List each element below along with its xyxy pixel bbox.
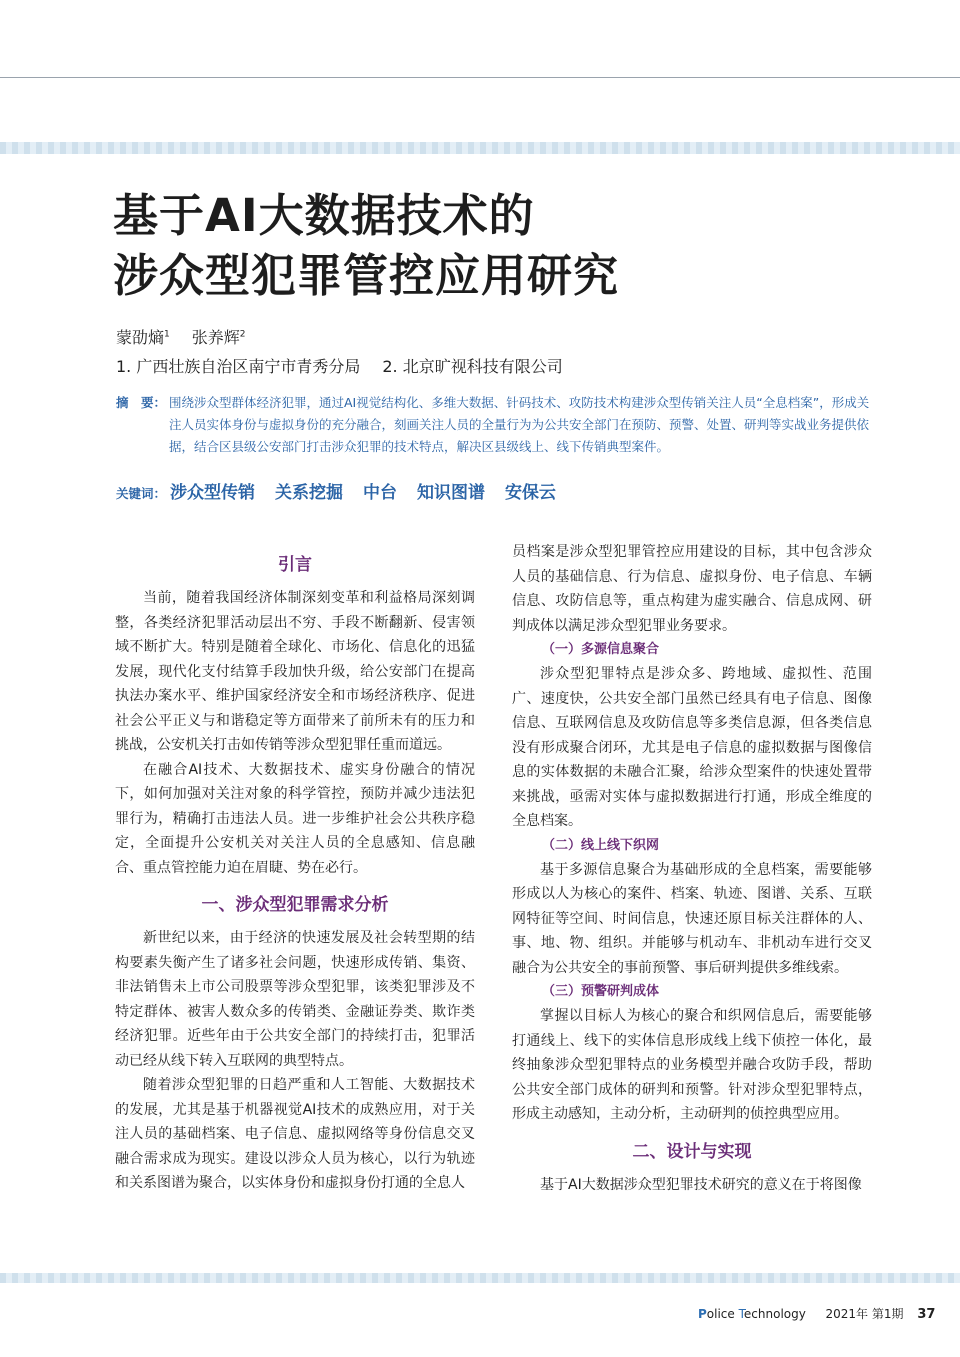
title-line-2: 涉众型犯罪管控应用研究 [113, 249, 620, 302]
top-rule [0, 77, 960, 78]
paragraph: 涉众型犯罪特点是涉众多、跨地域、虚拟性、范围广、速度快，公共安全部门虽然已经具有电子信息、图像信息、互联网信息及攻防信息等多类信息源，但各类信息没有形成聚合闭环，尤其是电子信息的虚拟数据与图像信息的实体数据的未融合汇聚，给涉众型案件的快速处置带来挑战，亟需对实体与虚拟数据进行打通，形成全维度的全息档案。 [512, 666, 872, 829]
paragraph: 基于多源信息聚合为基础形成的全息档案，需要能够形成以人为核心的案件、档案、轨迹、图谱、关系、互联网特征等空间、时间信息，快速还原目标关注群体的人、事、地、物、组织。并能够与机动车、非机动车进行交叉融合为公共安全的事前预警、事后研判提供多维线索。 [512, 861, 872, 976]
abstract [116, 392, 874, 458]
decorative-band-bottom [0, 1273, 960, 1283]
paragraph: 在融合AI技术、大数据技术、虚实身份融合的情况下，如何加强对关注对象的科学管控，预防并减少违法犯罪行为，精确打击违法人员。进一步维护社会公共秩序稳定，全面提升公安机关对关注人员的全息感知、信息融合、重点管控能力迫在眉睫、势在必行。 [115, 761, 475, 876]
keywords-label: 关键词： [116, 486, 167, 501]
author-2-sup: 2 [239, 329, 246, 340]
footer [698, 1305, 935, 1322]
keywords [116, 478, 572, 503]
subheading-2: （二）线上线下织网 [542, 837, 660, 853]
author-1: 蒙劭熵 [116, 328, 165, 347]
decorative-band-top [0, 142, 960, 154]
article-title [113, 186, 619, 306]
affiliation-2: 2. 北京旷视科技有限公司 [382, 357, 563, 376]
keyword-item: 知识图谱 [416, 483, 485, 503]
paragraph: 基于AI大数据涉众型犯罪技术研究的意义在于将图像 [540, 1176, 862, 1193]
abstract-text: 围绕涉众型群体经济犯罪，通过AI视觉结构化、多维大数据、针码技术、攻防技术构建涉众型传销关注人员“全息档案”，形成关注人员实体身份与虚拟身份的充分融合，刻画关注人员的全量行为为公共安全部门在预防、预警、处置、研判等实战业务提供依据，结合区县级公安部门打击涉众犯罪的技术特点，解决区县级线上、线下传销典型案件。 [169, 395, 870, 454]
paragraph: 当前，随着我国经济体制深刻变革和利益格局深刻调整，各类经济犯罪活动层出不穷、手段不断翻新、侵害领域不断扩大。特别是随着全球化、市场化、信息化的迅猛发展，现代化支付结算手段加快升级，给公安部门在提高执法办案水平、维护国家经济安全和市场经济秩序、促进社会公平正义与和谐稳定等方面带来了前所未有的压力和挑战，公安机关打击如传销等涉众型犯罪任重而道远。 [115, 590, 475, 753]
paragraph: 掌握以目标人为核心的聚合和织网信息后，需要能够打通线上、线下的实体信息形成线上线下侦控一体化，最终抽象涉众型犯罪特点的业务模型并融合攻防手段，帮助公共安全部门成体的研判和预警。针对涉众型犯罪特点，形成主动感知，主动分析，主动研判的侦控典型应用。 [512, 1008, 872, 1122]
paragraph: 新世纪以来，由于经济的快速发展及社会转型期的结构要素失衡产生了诸多社会问题，快速形成传销、集资、非法销售未上市公司股票等涉众型犯罪，该类犯罪涉及不特定群体、被害人数众多的传销类、金融证券类、欺诈类经济犯罪。近些年由于公共安全部门的持续打击，犯罪活动已经从线下转入互联网的典型特点。 [115, 930, 475, 1069]
page-number: 37 [917, 1307, 936, 1322]
issue-info: 2021年 第1期 [825, 1307, 904, 1321]
journal-name-part-echnology: echnology [743, 1307, 806, 1321]
abstract-label: 摘 要： [116, 395, 167, 410]
keyword-item: 涉众型传销 [170, 483, 255, 503]
left-column [115, 540, 475, 1196]
affiliations [116, 354, 563, 377]
right-column [512, 540, 872, 1197]
heading-introduction: 引言 [278, 555, 312, 575]
journal-name-initial-p: P [698, 1307, 707, 1321]
keyword-item: 关系挖掘 [274, 483, 343, 503]
paragraph: 随着涉众型犯罪的日趋严重和人工智能、大数据技术的发展，尤其是基于机器视觉AI技术的成熟应用，对于关注人员的基础档案、电子信息、虚拟网络等身份信息交叉融合需求成为现实。建设以涉众人员为核心，以行为轨迹和关系图谱为聚合，以实体身份和虚拟身份打通的全息人 [115, 1077, 475, 1191]
author-1-sup: 1 [164, 329, 170, 340]
paragraph-continued: 员档案是涉众型犯罪管控应用建设的目标，其中包含涉众人员的基础信息、行为信息、虚拟身份、电子信息、车辆信息、攻防信息等，重点构建为虚实融合、信息成网、研判成体以满足涉众型犯罪业务要求。 [512, 544, 872, 634]
heading-section-1: 一、涉众型犯罪需求分析 [201, 895, 389, 915]
subheading-3: （三）预警研判成体 [542, 984, 660, 999]
authors [116, 325, 246, 348]
title-line-1: 基于AI大数据技术的 [113, 189, 535, 242]
subheading-1: （一）多源信息聚合 [542, 642, 660, 657]
keyword-item: 中台 [362, 483, 397, 503]
heading-section-2: 二、设计与实现 [632, 1141, 752, 1162]
journal-name-initial-t: T [738, 1307, 744, 1321]
affiliation-1: 1. 广西壮族自治区南宁市青秀分局 [116, 357, 361, 376]
author-2: 张养辉 [191, 328, 240, 347]
journal-name-part-olice: olice [706, 1307, 739, 1321]
keyword-item: 安保云 [504, 483, 556, 503]
